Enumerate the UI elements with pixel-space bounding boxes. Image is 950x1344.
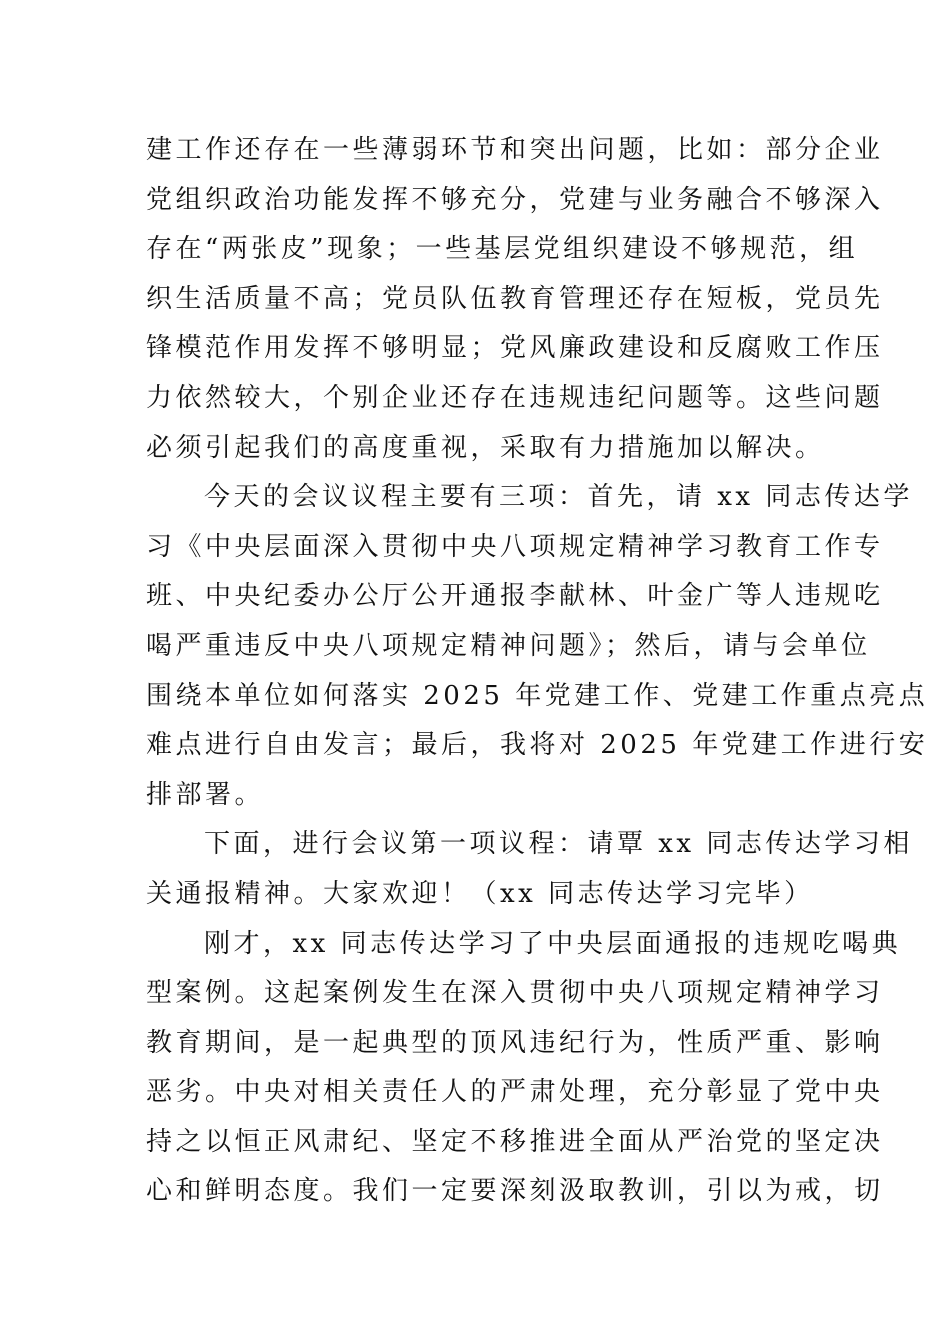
text-line: 型案例。这起案例发生在深入贯彻中央八项规定精神学习 [146,978,884,1009]
text-line: 围绕本单位如何落实 2025 年党建工作、党建工作重点亮点 [146,680,929,711]
text-line: 锋模范作用发挥不够明显；党风廉政建设和反腐败工作压 [146,333,884,364]
text-line: 习《中央层面深入贯彻中央八项规定精神学习教育工作专 [146,531,884,562]
body-text [146,126,929,1217]
text-line: 排部署。 [146,779,265,810]
text-line: 党组织政治功能发挥不够充分，党建与业务融合不够深入 [146,184,884,215]
text-line: 关通报精神。大家欢迎！（xx 同志传达学习完毕） [146,878,814,909]
text-line: 刚才，xx 同志传达学习了中央层面通报的违规吃喝典 [204,928,902,959]
text-line: 持之以恒正风肃纪、坚定不移推进全面从严治党的坚定决 [146,1126,884,1157]
text-line: 恶劣。中央对相关责任人的严肃处理，充分彰显了党中央 [146,1077,884,1108]
text-line: 存在“两张皮”现象；一些基层党组织建设不够规范，组 [146,234,859,265]
paragraph-4 [146,920,902,1218]
text-line: 今天的会议议程主要有三项：首先，请 xx 同志传达学 [204,482,913,513]
text-line: 班、中央纪委办公厅公开通报李献林、叶金广等人违规吃 [146,581,884,612]
text-line: 心和鲜明态度。我们一定要深刻汲取教训，引以为戒，切 [146,1176,884,1207]
text-line: 织生活质量不高；党员队伍教育管理还存在短板，党员先 [146,283,884,314]
text-line: 喝严重违反中央八项规定精神问题》；然后，请与会单位 [146,630,871,661]
text-line: 难点进行自由发言；最后，我将对 2025 年党建工作进行安 [146,730,929,761]
paragraph-1 [146,126,884,473]
text-line: 教育期间，是一起典型的顶风违纪行为，性质严重、影响 [146,1027,884,1058]
paragraph-3 [146,820,913,919]
text-line: 必须引起我们的高度重视，采取有力措施加以解决。 [146,432,825,463]
text-line: 力依然较大，个别企业还存在违规违纪问题等。这些问题 [146,382,884,413]
text-line: 下面，进行会议第一项议程：请覃 xx 同志传达学习相 [204,829,913,860]
text-line: 建工作还存在一些薄弱环节和突出问题，比如：部分企业 [146,135,884,165]
paragraph-2 [146,473,929,820]
